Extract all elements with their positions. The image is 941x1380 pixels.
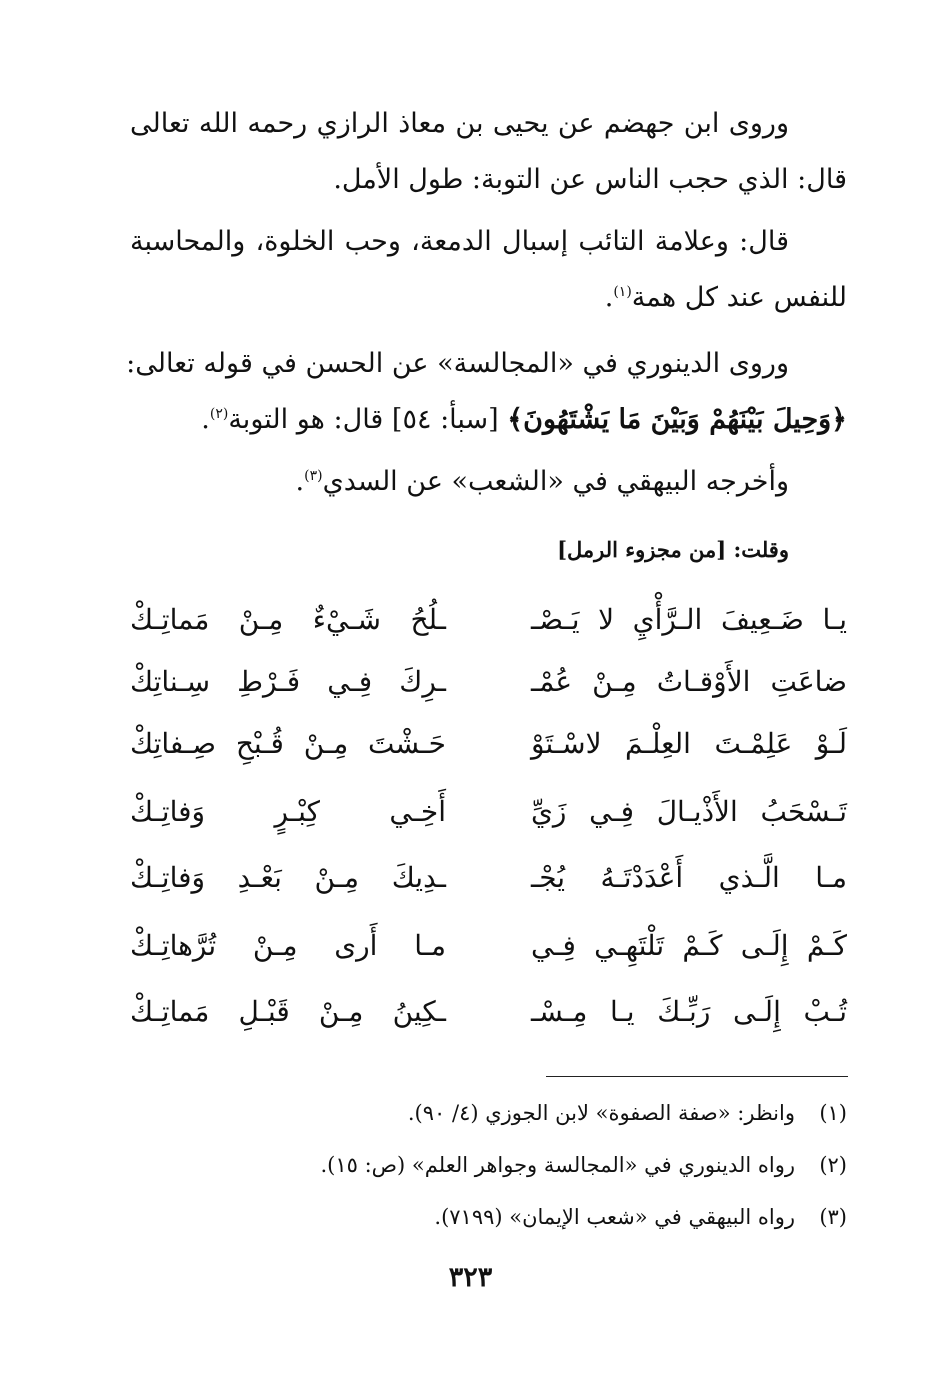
verse-second-hemistich: حَـشْتَ مِـنْ قُـبْحِ صِـفاتِكْ xyxy=(130,727,446,760)
verse-row xyxy=(130,660,847,704)
verse-first-hemistich: تُـبْ إِلَـى رَبِّـكَ يـا مِـسْـ xyxy=(531,995,847,1028)
verse-row xyxy=(130,598,847,642)
verse-second-hemistich: ـكِينُ مِـنْ قَبْـلِ مَماتِـكْ xyxy=(130,995,446,1028)
quran-verse: ﴿وَحِيلَ بَيْنَهُمْ وَبَيْنَ مَا يَشْتَهُونَ﴾ xyxy=(507,404,847,435)
verse-second-hemistich: أَخِـي كِبْـرٍ وَفاتِـكْ xyxy=(130,795,446,828)
paragraph-3-line-1: وروى الدينوري في «المجالسة» عن الحسن في قوله تعالى: xyxy=(126,348,789,379)
verse-first-hemistich: تَـسْحَبُ الأَذْيـالَ فِـي زَيِّ xyxy=(531,795,847,828)
verse-second-hemistich: ـرِكَ فِـي فَـرْطِ سِـناتِكْ xyxy=(130,665,446,698)
verse-second-hemistich: مـا أَرى مِـنْ تُرَّهاتِـكْ xyxy=(130,929,446,962)
footnote-text: رواه البيهقي في «شعب الإيمان» (٧١٩٩). xyxy=(434,1205,795,1229)
verse-first-hemistich: كَـمْ إِلَـى كَـمْ تَلْتَهِـي فِـي xyxy=(531,929,847,962)
paragraph-4: وأخرجه البيهقي في «الشعب» عن السدي$^{(٣)}$. xyxy=(295,466,789,497)
poem-intro: وقلت: [من مجزوء الرمل] xyxy=(557,537,789,562)
footnote-text: رواه الدينوري في «المجالسة وجواهر العلم» (ص: ١٥). xyxy=(320,1153,795,1177)
verse-row xyxy=(130,722,847,766)
footnote-marker-3[interactable]: (٣) xyxy=(304,468,323,484)
footnote-number: (٢) xyxy=(819,1153,847,1177)
verse-first-hemistich: لَـوْ عَلِمْـتَ العِلْـمَ لاسْـتَوْ xyxy=(531,727,847,760)
footnote-text: وانظر: «صفة الصفوة» لابن الجوزي (٤/ ٩٠). xyxy=(407,1101,795,1125)
footnote-1 xyxy=(130,1096,847,1130)
verse-first-hemistich: مـا الَّـذي أَعْدَدْتَـهُ يُجْـ xyxy=(531,861,847,894)
verse-first-hemistich: يـا ضَـعِيفَ الـرَّأْيِ لا يَـصْـ xyxy=(531,603,847,636)
verse-row xyxy=(130,924,847,968)
footnote-marker-2[interactable]: (٢) xyxy=(209,406,229,422)
paragraph-1-line-2: قال: الذي حجب الناس عن التوبة: طول الأمل. xyxy=(333,164,847,195)
verse-row xyxy=(130,856,847,900)
footnote-marker-1[interactable]: (١) xyxy=(613,284,632,300)
paragraph-2-line-2: للنفس عند كل همة$^{(١)}$. xyxy=(604,282,847,313)
footnote-number: (٣) xyxy=(819,1205,847,1229)
verse-second-hemistich: ـلُحُ شَـيْءٌ مِـنْ مَماتِـكْ xyxy=(130,603,446,636)
footnote-3 xyxy=(130,1200,847,1234)
footnote-divider xyxy=(546,1076,848,1077)
paragraph-2-line-1: قال: وعلامة التائب إسبال الدمعة، وحب الخلوة، والمحاسبة xyxy=(130,226,789,257)
verse-second-hemistich: ـدِيكَ مِـنْ بَعْـدِ وَفاتِـكْ xyxy=(130,861,446,894)
paragraph-1-line-1: وروى ابن جهضم عن يحيى بن معاذ الرازي رحمه الله تعالى xyxy=(130,108,789,139)
paragraph-3-line-2: ﴿وَحِيلَ بَيْنَهُمْ وَبَيْنَ مَا يَشْتَهُونَ﴾ [سبأ: ٥٤] قال: هو التوبة$^{(٢)}$. xyxy=(201,404,847,435)
verse-row xyxy=(130,790,847,834)
page-number: ٣٢٣ xyxy=(448,1262,493,1293)
verse-first-hemistich: ضاعَتِ الأَوْقـاتُ مِـنْ عُمْـ xyxy=(531,665,847,698)
footnote-number: (١) xyxy=(819,1101,847,1125)
verse-row xyxy=(130,990,847,1034)
footnote-2 xyxy=(130,1148,847,1182)
